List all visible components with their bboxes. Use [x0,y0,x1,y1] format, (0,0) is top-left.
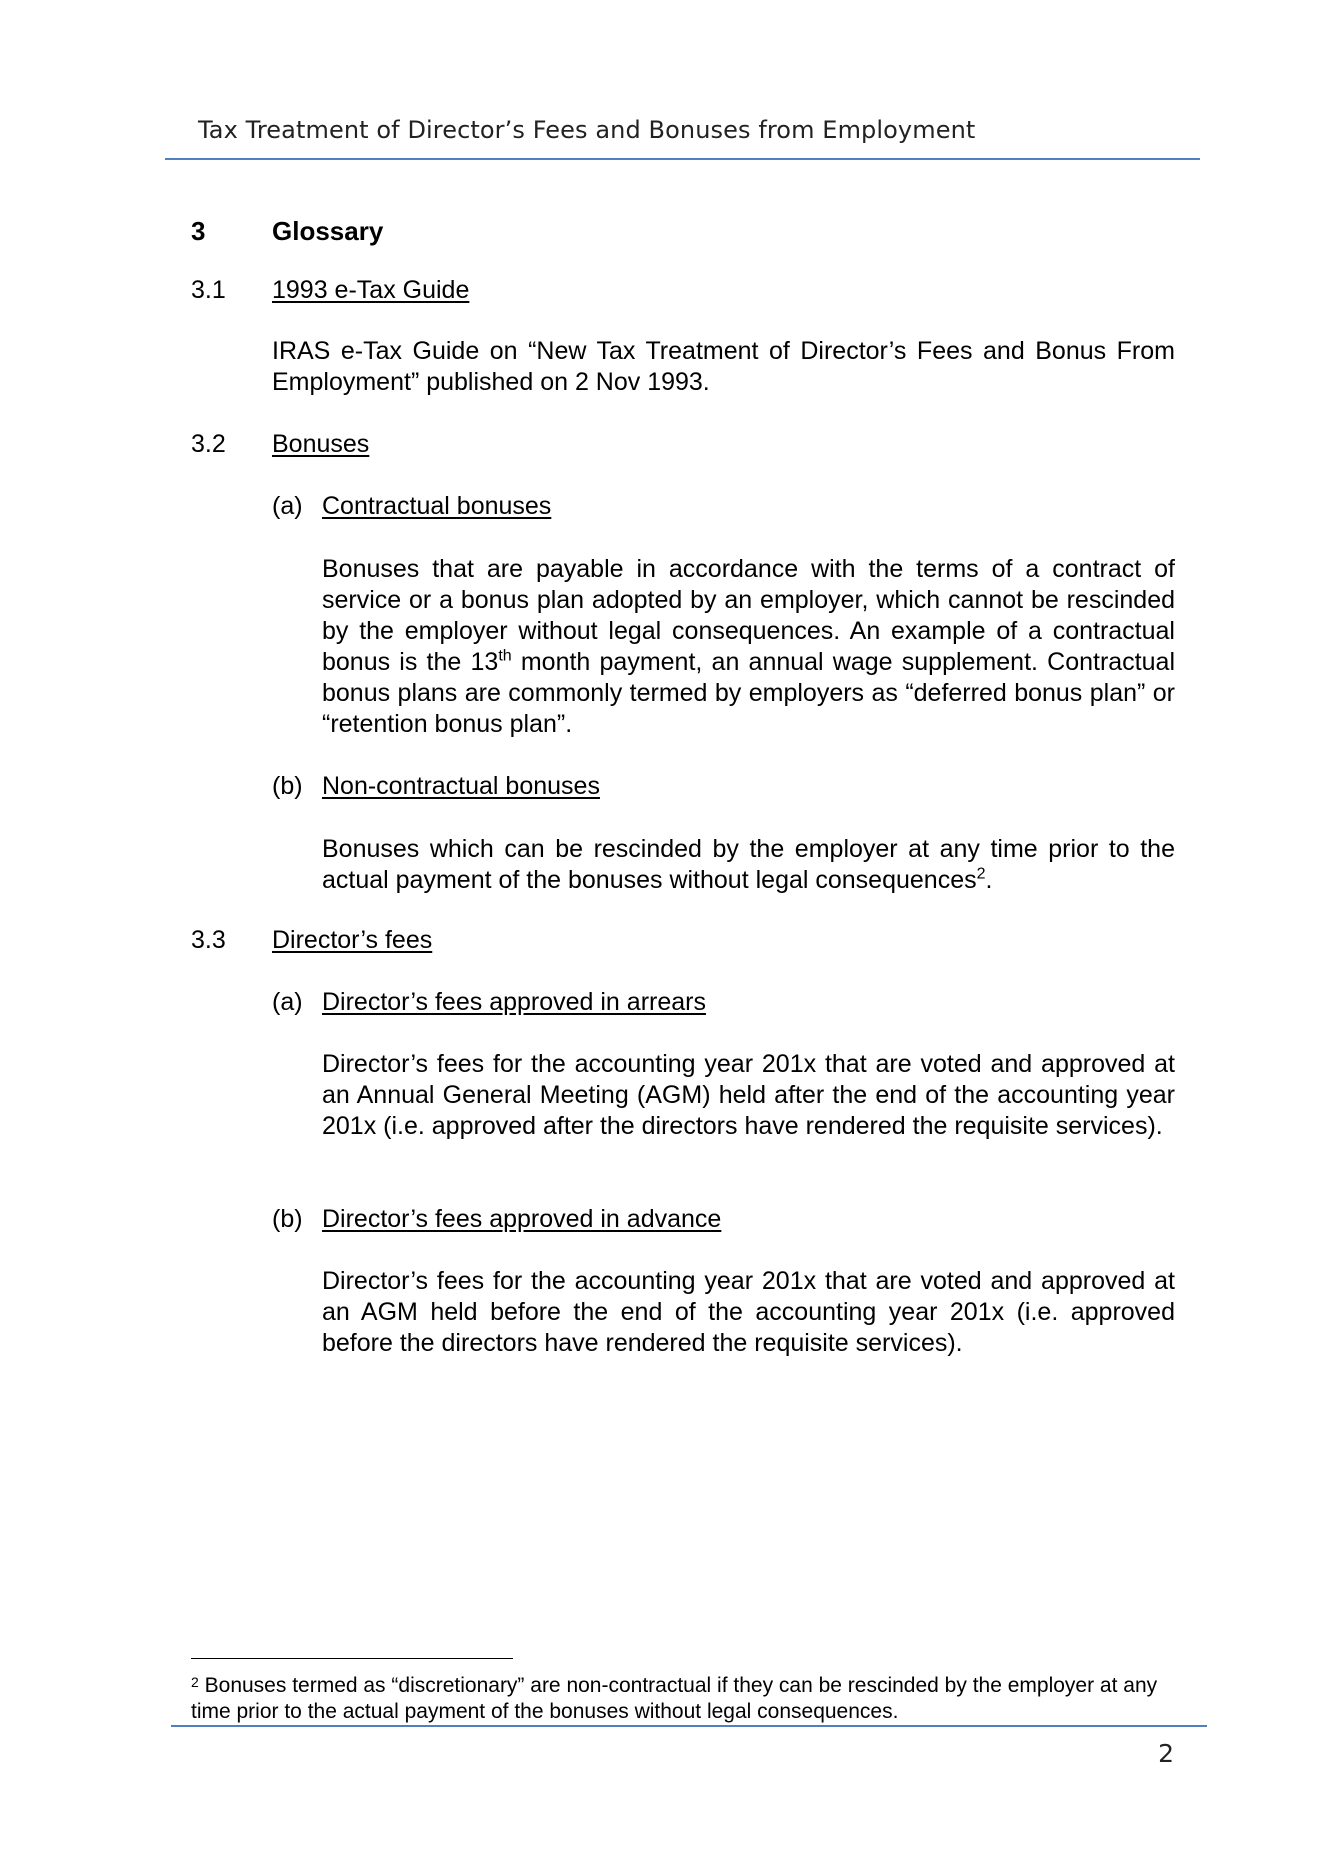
footnote-separator [191,1658,513,1659]
item-3-3-b-text: Director’s fees for the accounting year 201x that are voted and approved at an AGM held before the end of the accounting year 201x (i.e. approved before the directors have rendered the requisite services). [322,1267,1175,1357]
footnote [191,1669,1175,1725]
subsection-3-3-title: Director’s fees [272,926,433,954]
footer-rule [171,1725,1207,1727]
subsection-3-1-number: 3.1 [191,276,226,304]
subsection-3-1-title: 1993 e-Tax Guide [272,276,470,304]
item-3-2-b-label: (b) [272,772,303,800]
footnote-mark: 2 [191,1674,199,1690]
page-number: 2 [1158,1739,1174,1768]
item-3-2-b-text: Bonuses which can be rescinded by the employer at any time prior to the actual payment of the bonuses without legal consequences$^2$. [322,835,1175,894]
subsection-3-2-number: 3.2 [191,430,226,458]
item-3-3-a-label: (a) [272,988,303,1016]
section-title: Glossary [272,216,384,246]
item-3-2-b-title: Non-contractual bonuses [322,772,600,800]
item-3-3-b-label: (b) [272,1205,303,1233]
item-3-3-a-text: Director’s fees for the accounting year 201x that are voted and approved at an Annual General Meeting (AGM) held after the end of the accounting year 201x (i.e. approved after the directors have rendered the requisite services). [322,1050,1175,1140]
item-3-3-a-title: Director’s fees approved in arrears [322,988,706,1016]
item-3-2-a-title: Contractual bonuses [322,492,552,520]
header-title: Tax Treatment of Director’s Fees and Bonuses from Employment [198,116,976,144]
footnote-text: Bonuses termed as “discretionary” are non-contractual if they can be rescinded by the employer at any time prior to the actual payment of the bonuses without legal consequences. [191,1674,1158,1723]
header-rule [165,158,1200,160]
superscript-th: th [498,647,512,665]
subsection-3-1-text: IRAS e-Tax Guide on “New Tax Treatment of Director’s Fees and Bonus From Employment” published on 2 Nov 1993. [272,337,1175,396]
subsection-3-2-title: Bonuses [272,430,370,458]
subsection-3-3-number: 3.3 [191,926,226,954]
footnote-ref: 2 [976,865,986,883]
item-3-2-a-text: Bonuses that are payable in accordance with the terms of a contract of service or a bonus plan adopted by an employer, which cannot be rescinded by the employer without legal consequences. An example of a contractual bonus is the 13th month payment, an annual wage supplement. Contractual bonus plans are commonly termed by employers as “deferred bonus plan” or “retention bonus plan”. [322,555,1175,738]
section-number: 3 [191,216,206,246]
item-3-3-b-title: Director’s fees approved in advance [322,1205,722,1233]
item-3-2-a-label: (a) [272,492,303,520]
